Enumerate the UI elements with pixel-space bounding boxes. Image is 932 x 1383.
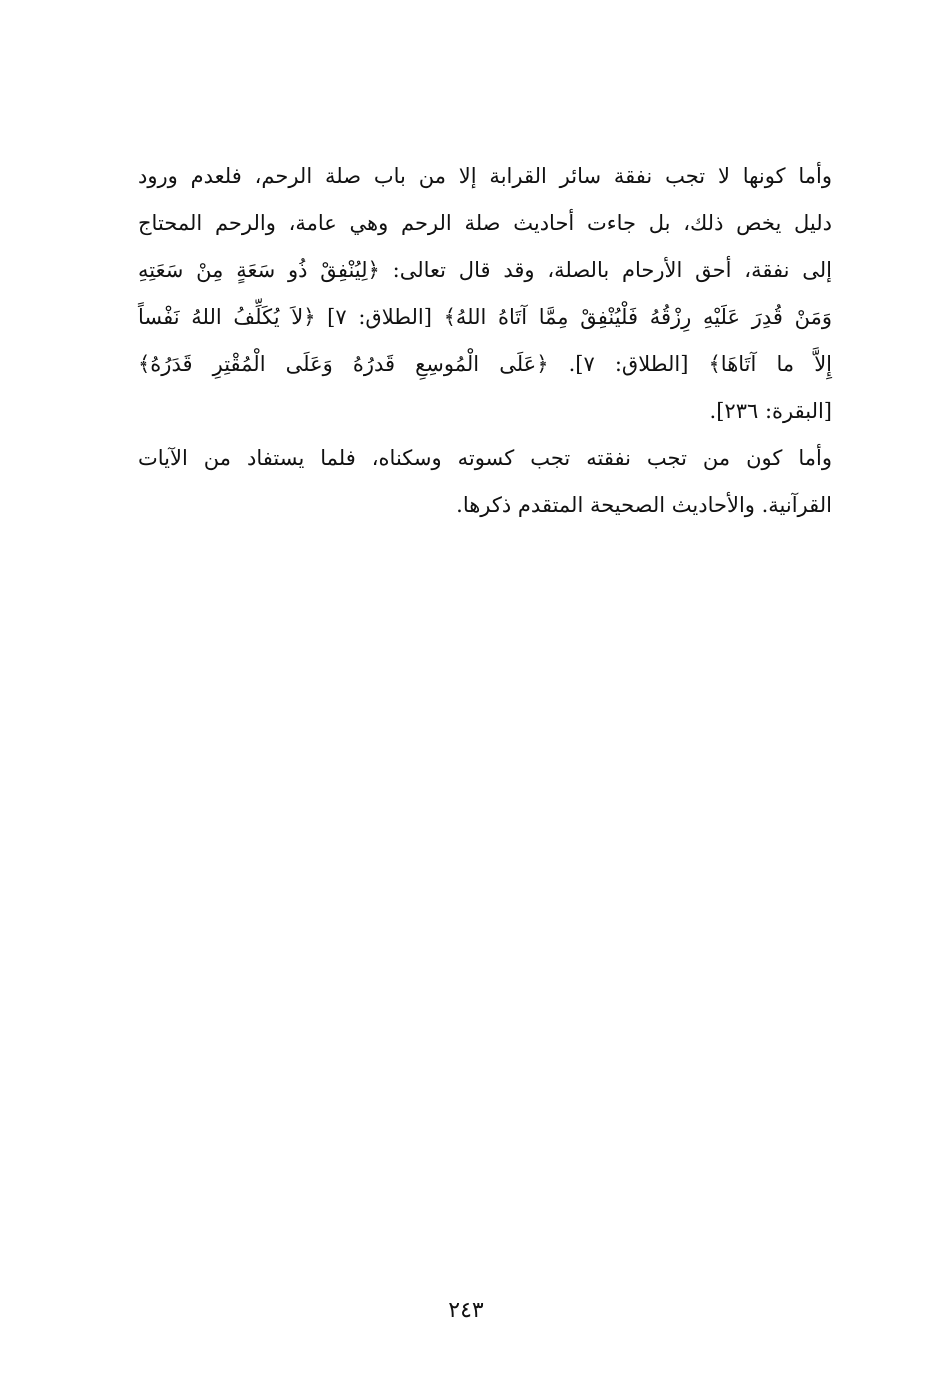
paragraph-nafaqa-qaraba	[138, 153, 832, 435]
text-line: [البقرة: ٢٣٦].	[709, 399, 832, 423]
text-line: وَمَنْ قُدِرَ عَلَيْهِ رِزْقُهُ فَلْيُنْفِقْ مِمَّا آتَاهُ اللهُ﴾ [الطلاق: ٧] ﴿لاَ يُكَلِّفُ اللهُ نَفْساً	[138, 305, 832, 329]
text-line: وأما كونها لا تجب نفقة سائر القرابة إلا من باب صلة الرحم، فلعدم ورود	[138, 164, 832, 188]
text-line: إلى نفقة، أحق الأرحام بالصلة، وقد قال تعالى: ﴿لِيُنْفِقْ ذُو سَعَةٍ مِنْ سَعَتِهِ	[138, 258, 832, 282]
text-line: وأما كون من تجب نفقته تجب كسوته وسكناه، فلما يستفاد من الآيات	[138, 446, 832, 470]
text-line: دليل يخص ذلك، بل جاءت أحاديث صلة الرحم وهي عامة، والرحم المحتاج	[138, 211, 832, 235]
paragraph-kiswa-sukna	[138, 435, 832, 529]
page-number: ٢٤٣	[448, 1298, 484, 1323]
text-line: القرآنية. والأحاديث الصحيحة المتقدم ذكرها.	[456, 493, 832, 517]
text-line: إِلاَّ ما آتَاهَا﴾ [الطلاق: ٧]. ﴿عَلَى الْمُوسِعِ قَدرُهُ وَعَلَى الْمُقْتِرِ قَدَرُهُ﴾	[138, 352, 832, 376]
